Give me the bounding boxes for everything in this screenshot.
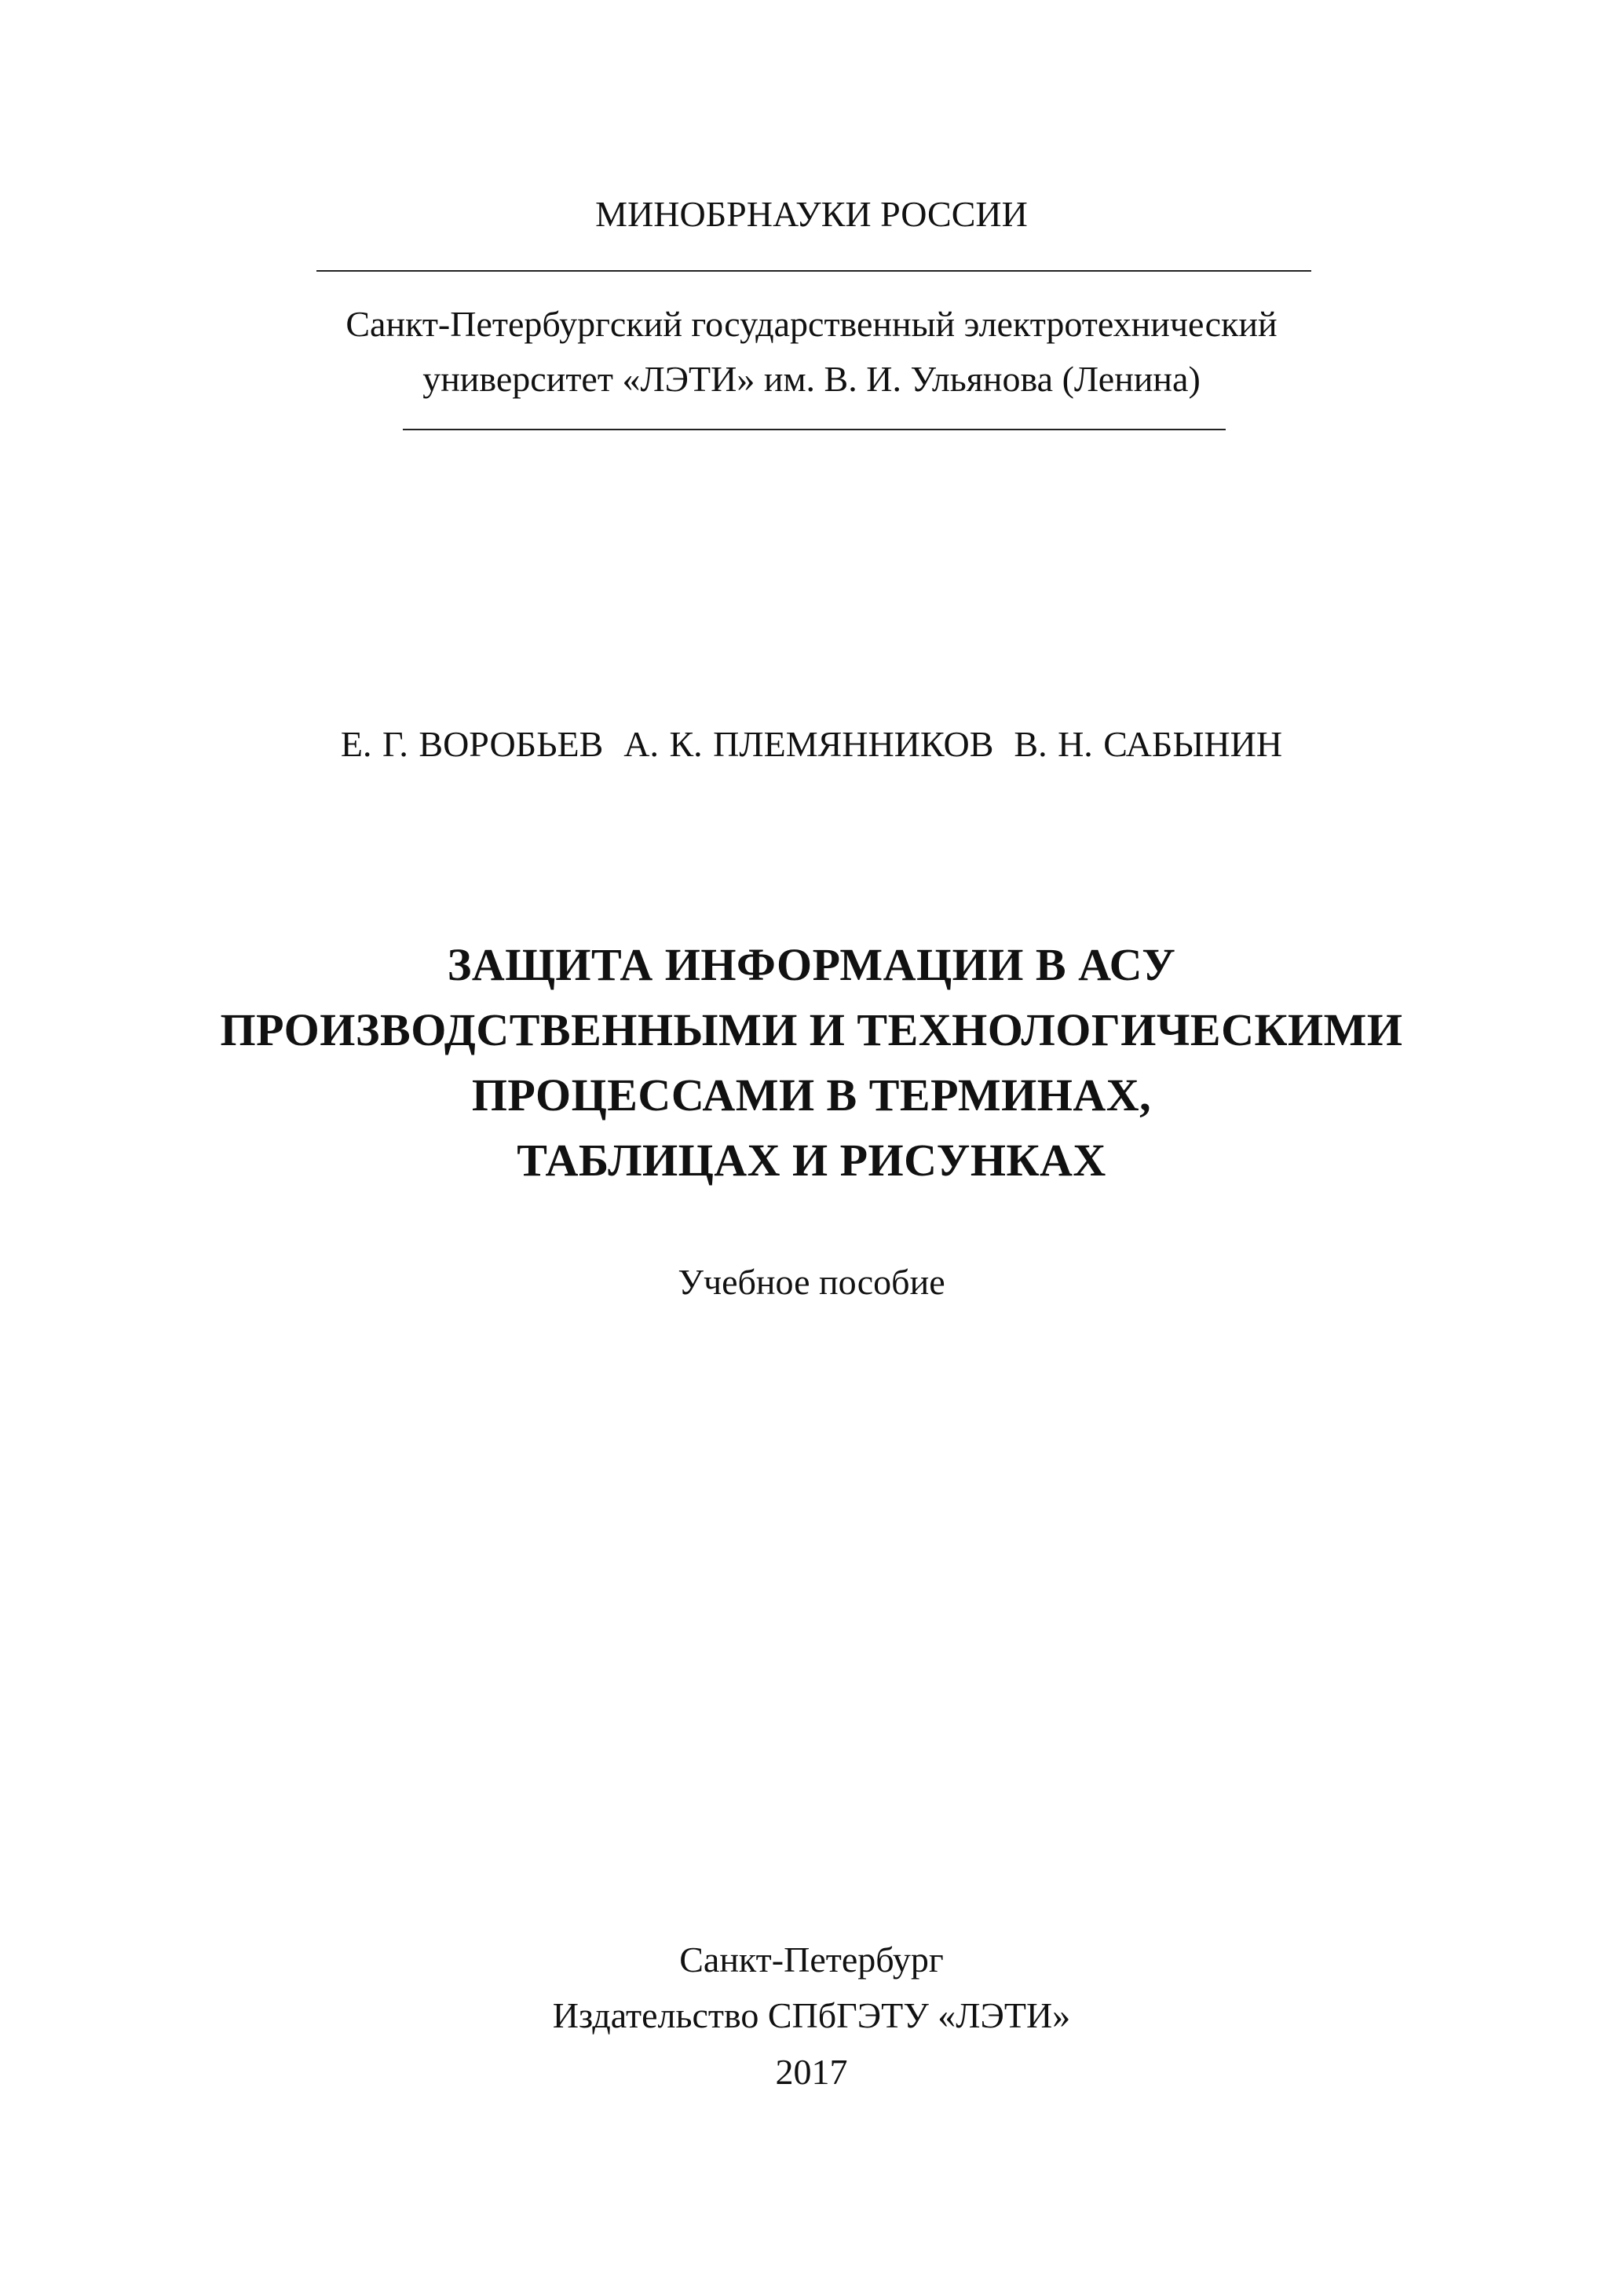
author-1: Е. Г. ВОРОБЬЕВ xyxy=(340,724,604,764)
university-name-line-2: университет «ЛЭТИ» им. В. И. Ульянова (Ленина) xyxy=(422,359,1201,399)
author-2: А. К. ПЛЕМЯННИКОВ xyxy=(623,724,994,764)
book-title-line-1: ЗАЩИТА ИНФОРМАЦИИ В АСУ xyxy=(447,939,1176,990)
ministry-name: МИНОБРНАУКИ РОССИИ xyxy=(595,194,1028,234)
book-title-line-2: ПРОИЗВОДСТВЕННЫМИ И ТЕХНОЛОГИЧЕСКИМИ xyxy=(220,1004,1403,1055)
imprint-city: Санкт-Петербург xyxy=(679,1940,944,1980)
author-3: В. Н. САБЫНИН xyxy=(1014,724,1283,764)
header-divider-bottom xyxy=(403,429,1226,430)
imprint-year: 2017 xyxy=(775,2052,848,2092)
book-title-line-4: ТАБЛИЦАХ И РИСУНКАХ xyxy=(517,1135,1106,1186)
imprint-publisher: Издательство СПбГЭТУ «ЛЭТИ» xyxy=(552,1995,1071,2035)
book-title-line-3: ПРОЦЕССАМИ В ТЕРМИНАХ, xyxy=(471,1069,1152,1121)
authors-line xyxy=(0,726,1623,762)
university-name-line-1: Санкт-Петербургский государственный электротехнический xyxy=(345,304,1278,344)
header-divider-top xyxy=(316,270,1311,272)
book-subtitle: Учебное пособие xyxy=(678,1262,945,1302)
